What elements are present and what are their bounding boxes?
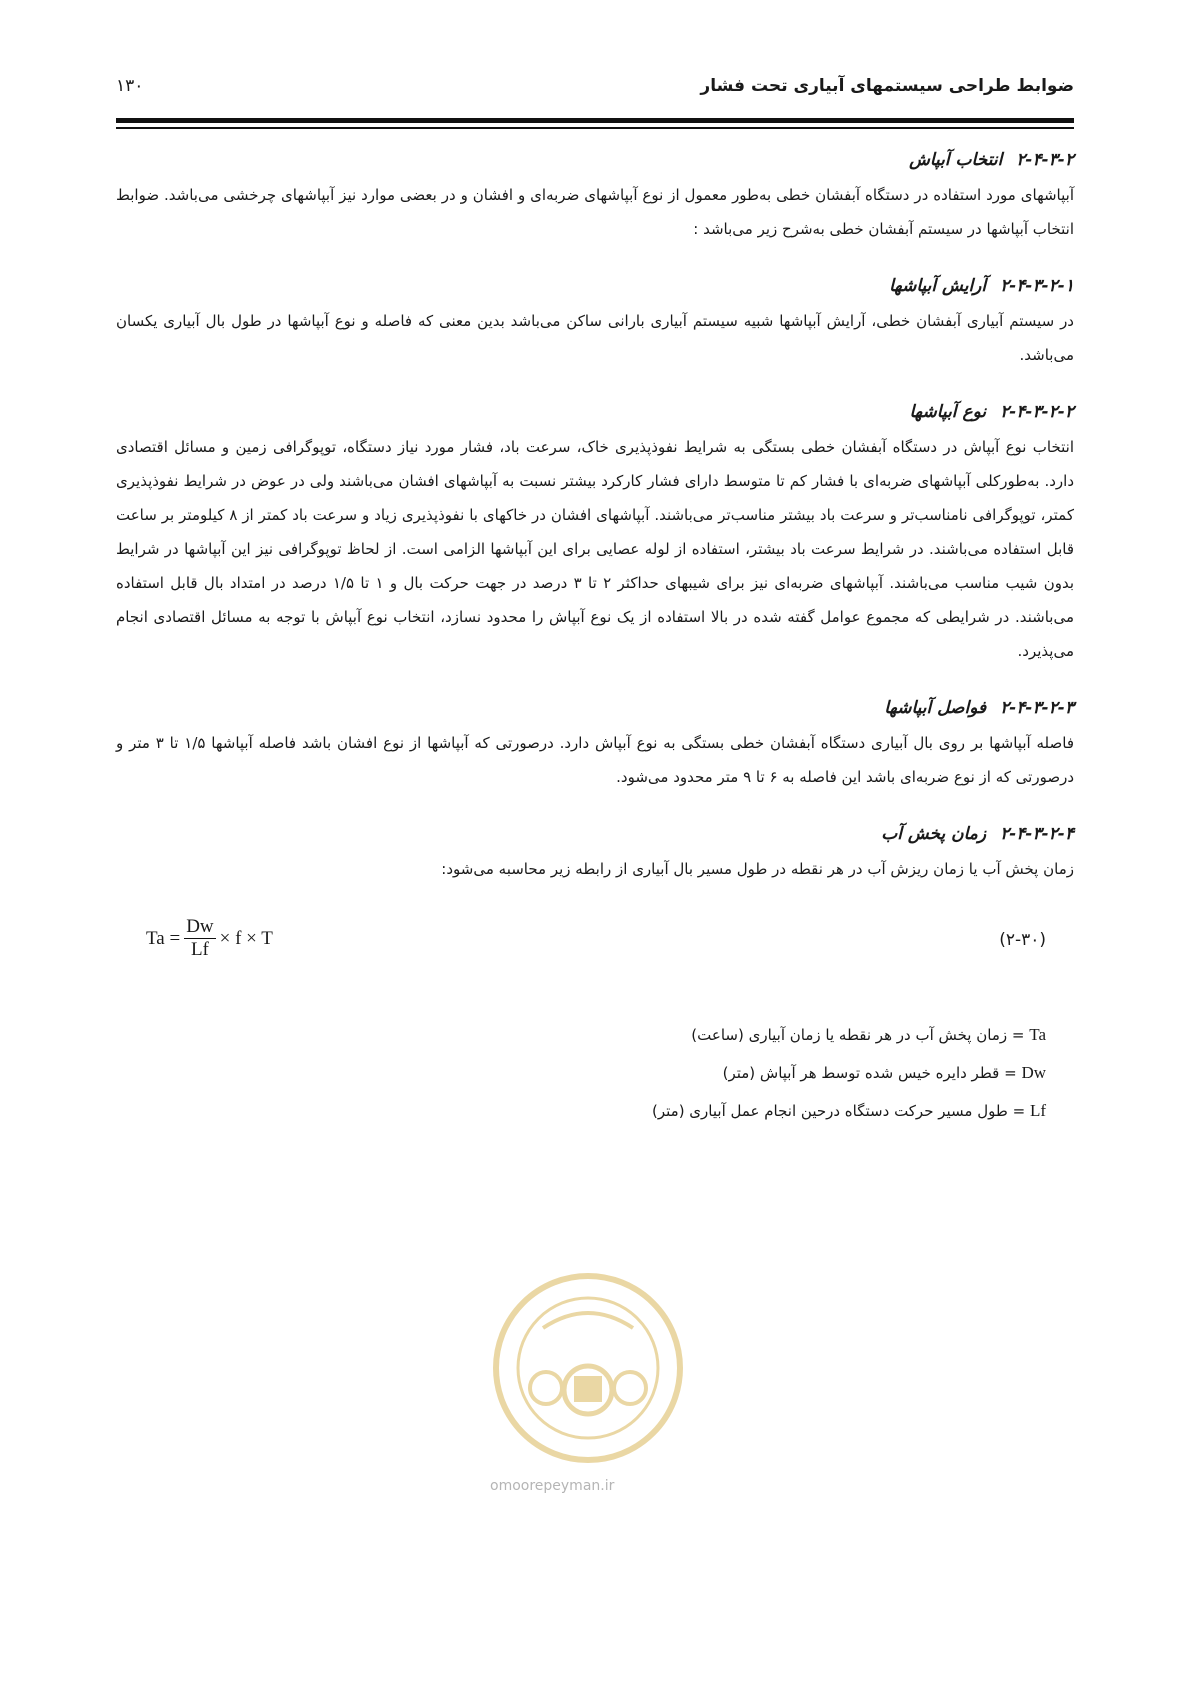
definition-dw [116, 1054, 1046, 1092]
section-title: نوع آبپاشها [909, 402, 987, 422]
section-title: انتخاب آبپاش [909, 150, 1003, 170]
header-rule-thick [116, 118, 1074, 123]
section-paragraph: فاصله آبپاشها بر روی بال آبیاری دستگاه آبفشان خطی بستگی به نوع آبپاش دارد. درصورتی که آبپاشها از نوع افشان باشد فاصله آبپاشها ۱/۵ تا ۳ متر و درصورتی که از نوع ضربه‌ای باشد این فاصله به ۶ تا ۹ متر محدود می‌شود. [116, 734, 1074, 786]
equation [146, 916, 273, 961]
equation-lhs: Ta = [146, 927, 181, 949]
section-number: ۲-۴-۳-۲-۲ [1000, 402, 1074, 422]
definition-text: = قطر دایره خیس شده توسط هر آبپاش (متر) [722, 1064, 1017, 1082]
definition-text: = زمان پخش آب در هر نقطه یا زمان آبیاری (ساعت) [691, 1026, 1025, 1044]
page-number: ۱۳۰ [116, 76, 144, 96]
equation-row [116, 916, 1074, 996]
definition-ta [116, 1016, 1046, 1054]
section-title: زمان پخش آب [881, 824, 987, 844]
section-paragraph: زمان پخش آب یا زمان ریزش آب در هر نقطه در طول مسیر بال آبیاری از رابطه زیر محاسبه می‌شود: [441, 860, 1074, 878]
equation-rest: × f × T [219, 927, 273, 949]
section-sprinkler-selection [116, 150, 1074, 246]
definition-symbol: Ta [1029, 1025, 1046, 1044]
page-header [116, 72, 1074, 112]
equation-number: (۲-۳۰) [999, 930, 1046, 950]
section-heading [116, 402, 1074, 422]
variable-definitions [116, 1016, 1046, 1130]
fraction-denominator: Lf [190, 939, 209, 960]
section-number: ۲-۴-۳-۲-۴ [1000, 824, 1074, 844]
section-sprinkler-arrangement [116, 276, 1074, 372]
section-number: ۲-۴-۳-۲-۱ [1000, 276, 1074, 296]
watermark-seal-icon [488, 1268, 688, 1468]
watermark-site: omoorepeyman.ir [490, 1478, 615, 1494]
section-heading [116, 276, 1074, 296]
section-paragraph: انتخاب نوع آبپاش در دستگاه آبفشان خطی بستگی به شرایط نفوذپذیری خاک، سرعت باد، فشار مورد نیاز دستگاه، توپوگرافی زمین و مسائل اقتصادی دارد. به‌طورکلی آبپاشهای ضربه‌ای با فشار کم تا متوسط دارای فشار کارکرد بیشتر نسبت به آبپاشهای افشان می‌باشند ولی در عوض در شرایط نفوذپذیری کمتر، توپوگرافی نامناسب‌تر و سرعت باد بیشتر مناسب‌تر می‌باشند. آبپاشهای افشان در خاکهای با نفوذپذیری زیاد و سرعت باد کمتر از ۸ کیلومتر بر ساعت قابل استفاده می‌باشند. در شرایط سرعت باد بیشتر، استفاده از لوله عصایی برای این آبپاشها الزامی است. از لحاظ توپوگرافی نیز این آبپاشها در شرایط بدون شیب مناسب می‌باشند. آبپاشهای ضربه‌ای نیز برای شیبهای حداکثر ۲ تا ۳ درصد در جهت حرکت بال و ۱ تا ۱/۵ درصد در امتداد بال قابل استفاده می‌باشند. در شرایطی که مجموع عوامل گفته شده در بالا استفاده از یک نوع آبپاش را محدود نسازد، انتخاب نوع آبپاش با توجه به مسائل اقتصادی انجام می‌پذیرد. [116, 438, 1075, 660]
definition-lf [116, 1092, 1046, 1130]
section-sprinkler-spacing [116, 698, 1074, 794]
header-rule-thin [116, 127, 1074, 129]
section-number: ۲-۴-۳-۲ [1016, 150, 1074, 170]
section-paragraph: در سیستم آبیاری آبفشان خطی، آرایش آبپاشها شبیه سیستم آبیاری بارانی ساکن می‌باشد بدین معنی که فاصله و نوع آبپاشها در طول بال آبیاری یکسان می‌باشد. [116, 312, 1074, 364]
header-title: ضوابط طراحی سیستمهای آبیاری تحت فشار [700, 76, 1074, 96]
section-application-time [116, 824, 1074, 886]
definition-text: = طول مسیر حرکت دستگاه درحین انجام عمل آبیاری (متر) [652, 1102, 1026, 1120]
section-heading [116, 150, 1074, 170]
section-paragraph: آبپاشهای مورد استفاده در دستگاه آبفشان خطی به‌طور معمول از نوع آبپاشهای ضربه‌ای و افشان و در بعضی موارد نیز آبپاشهای چرخشی می‌باشد. ضوابط انتخاب آبپاشها در سیستم آبفشان خطی به‌شرح زیر می‌باشد : [116, 186, 1074, 238]
section-heading [116, 698, 1074, 718]
section-heading [116, 824, 1074, 844]
section-title: آرایش آبپاشها [889, 276, 987, 296]
page-content [116, 150, 1074, 1130]
definition-symbol: Dw [1021, 1063, 1046, 1082]
fraction-numerator: Dw [186, 916, 214, 937]
equation-fraction [184, 916, 215, 961]
section-sprinkler-type [116, 402, 1074, 668]
section-title: فواصل آبپاشها [884, 698, 987, 718]
definition-symbol: Lf [1029, 1101, 1046, 1120]
section-number: ۲-۴-۳-۲-۳ [1000, 698, 1074, 718]
